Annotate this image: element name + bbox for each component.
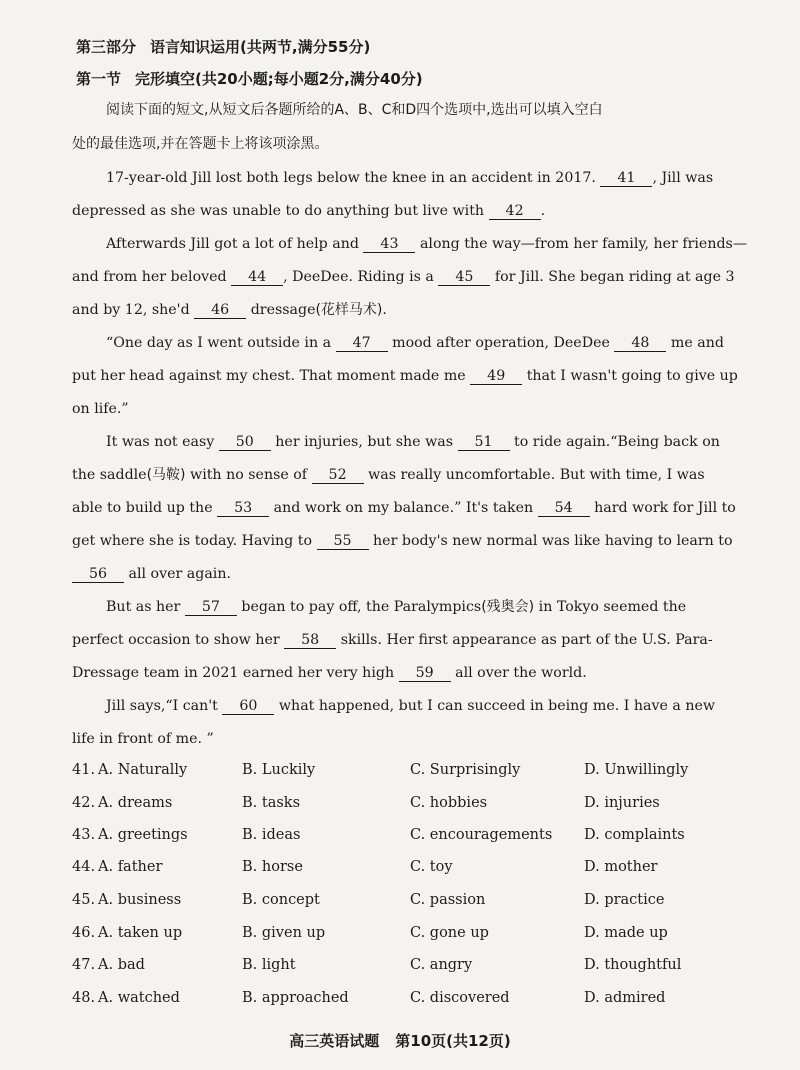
- option-a[interactable]: A. taken up: [98, 925, 183, 941]
- blank-50[interactable]: 50: [219, 434, 271, 451]
- option-a[interactable]: A. bad: [98, 957, 145, 973]
- blank-59[interactable]: 59: [399, 665, 451, 682]
- option-a[interactable]: A. Naturally: [98, 762, 188, 778]
- options-row: [72, 892, 732, 914]
- option-c[interactable]: C. gone up: [410, 925, 489, 941]
- question-number: 44.: [72, 859, 96, 875]
- section-label: 第三部分: [76, 38, 137, 56]
- option-c[interactable]: C. discovered: [410, 990, 510, 1006]
- option-a[interactable]: A. greetings: [98, 827, 188, 843]
- passage-line: It was not easy 50 her injuries, but she was 51 to ride again.“Being back on: [106, 434, 720, 450]
- blank-58[interactable]: 58: [284, 632, 336, 649]
- option-c[interactable]: C. toy: [410, 859, 453, 875]
- footer-page-number: 第10页(共12页): [395, 1032, 511, 1050]
- footer-title: 高三英语试题: [289, 1032, 380, 1050]
- passage-line: Jill says,“I can't 60 what happened, but I can succeed in being me. I have a new: [106, 698, 716, 714]
- blank-49[interactable]: 49: [470, 368, 522, 385]
- passage-line: depressed as she was unable to do anything but live with 42 .: [72, 203, 546, 219]
- passage-line: put her head against my chest. That moment made me 49 that I wasn't going to give up: [72, 368, 738, 384]
- blank-45[interactable]: 45: [438, 269, 490, 286]
- question-number: 42.: [72, 795, 96, 811]
- option-a[interactable]: A. dreams: [98, 795, 173, 811]
- section-heading: [76, 36, 370, 57]
- blank-41[interactable]: 41: [600, 170, 652, 187]
- question-number: 48.: [72, 990, 96, 1006]
- option-c[interactable]: C. encouragements: [410, 827, 553, 843]
- instruction-line: 阅读下面的短文,从短文后各题所给的A、B、C和D四个选项中,选出可以填入空白: [106, 102, 603, 118]
- option-b[interactable]: B. tasks: [242, 795, 301, 811]
- option-c[interactable]: C. hobbies: [410, 795, 488, 811]
- blank-56[interactable]: 56: [72, 566, 124, 583]
- passage-line: get where she is today. Having to 55 her body's new normal was like having to learn to: [72, 533, 733, 549]
- blank-52[interactable]: 52: [312, 467, 364, 484]
- option-d[interactable]: D. mother: [584, 859, 658, 875]
- passage-line: “One day as I went outside in a 47 mood after operation, DeeDee 48 me and: [106, 335, 724, 351]
- option-a[interactable]: A. father: [98, 859, 163, 875]
- passage-line: life in front of me. ”: [72, 731, 214, 747]
- subsection-label: 第一节: [76, 70, 122, 88]
- option-b[interactable]: B. given up: [242, 925, 326, 941]
- blank-46[interactable]: 46: [194, 302, 246, 319]
- passage-line: and by 12, she'd 46 dressage(花样马术).: [72, 302, 387, 318]
- passage-line: on life.”: [72, 401, 129, 417]
- question-number: 41.: [72, 762, 96, 778]
- blank-42[interactable]: 42: [489, 203, 541, 220]
- option-d[interactable]: D. admired: [584, 990, 666, 1006]
- options-row: [72, 990, 732, 1012]
- blank-57[interactable]: 57: [185, 599, 237, 616]
- passage-line: 17-year-old Jill lost both legs below the knee in an accident in 2017. 41 , Jill was: [106, 170, 714, 186]
- option-b[interactable]: B. light: [242, 957, 296, 973]
- question-number: 43.: [72, 827, 96, 843]
- blank-44[interactable]: 44: [231, 269, 283, 286]
- passage-line: But as her 57 began to pay off, the Paralympics(残奥会) in Tokyo seemed the: [106, 599, 687, 615]
- subsection-heading: [76, 68, 423, 89]
- blank-60[interactable]: 60: [222, 698, 274, 715]
- option-d[interactable]: D. complaints: [584, 827, 685, 843]
- passage-line: able to build up the 53 and work on my balance.” It's taken 54 hard work for Jill to: [72, 500, 736, 516]
- options-row: [72, 957, 732, 979]
- question-number: 45.: [72, 892, 96, 908]
- blank-54[interactable]: 54: [538, 500, 590, 517]
- option-a[interactable]: A. watched: [98, 990, 180, 1006]
- blank-55[interactable]: 55: [317, 533, 369, 550]
- passage-line: the saddle(马鞍) with no sense of 52 was really uncomfortable. But with time, I was: [72, 467, 705, 483]
- blank-51[interactable]: 51: [458, 434, 510, 451]
- subsection-title: 完形填空(共20小题;每小题2分,满分40分): [135, 70, 423, 88]
- passage-line: 56 all over again.: [72, 564, 712, 584]
- blank-48[interactable]: 48: [614, 335, 666, 352]
- option-b[interactable]: B. horse: [242, 859, 303, 875]
- section-title: 语言知识运用(共两节,满分55分): [150, 38, 371, 56]
- passage-line: Dressage team in 2021 earned her very high 59 all over the world.: [72, 665, 587, 681]
- option-b[interactable]: B. concept: [242, 892, 320, 908]
- option-c[interactable]: C. passion: [410, 892, 486, 908]
- option-a[interactable]: A. business: [98, 892, 182, 908]
- option-d[interactable]: D. practice: [584, 892, 665, 908]
- blank-53[interactable]: 53: [217, 500, 269, 517]
- question-number: 47.: [72, 957, 96, 973]
- option-c[interactable]: C. Surprisingly: [410, 762, 521, 778]
- options-row: [72, 827, 732, 849]
- option-b[interactable]: B. ideas: [242, 827, 301, 843]
- option-c[interactable]: C. angry: [410, 957, 473, 973]
- instruction-line: 处的最佳选项,并在答题卡上将该项涂黑。: [72, 136, 329, 152]
- blank-43[interactable]: 43: [363, 236, 415, 253]
- option-b[interactable]: B. approached: [242, 990, 349, 1006]
- option-d[interactable]: D. Unwillingly: [584, 762, 689, 778]
- blank-47[interactable]: 47: [336, 335, 388, 352]
- option-d[interactable]: D. injuries: [584, 795, 660, 811]
- passage-line: Afterwards Jill got a lot of help and 43 along the way—from her family, her friends—: [106, 236, 748, 252]
- passage-line: and from her beloved 44 , DeeDee. Riding is a 45 for Jill. She began riding at age 3: [72, 269, 735, 285]
- options-row: [72, 762, 732, 784]
- page-footer: [0, 1030, 800, 1051]
- question-number: 46.: [72, 925, 96, 941]
- option-d[interactable]: D. made up: [584, 925, 668, 941]
- option-d[interactable]: D. thoughtful: [584, 957, 682, 973]
- passage-line: perfect occasion to show her 58 skills. Her first appearance as part of the U.S. Para-: [72, 632, 713, 648]
- option-b[interactable]: B. Luckily: [242, 762, 316, 778]
- options-row: [72, 795, 732, 817]
- options-row: [72, 925, 732, 947]
- options-row: [72, 859, 732, 881]
